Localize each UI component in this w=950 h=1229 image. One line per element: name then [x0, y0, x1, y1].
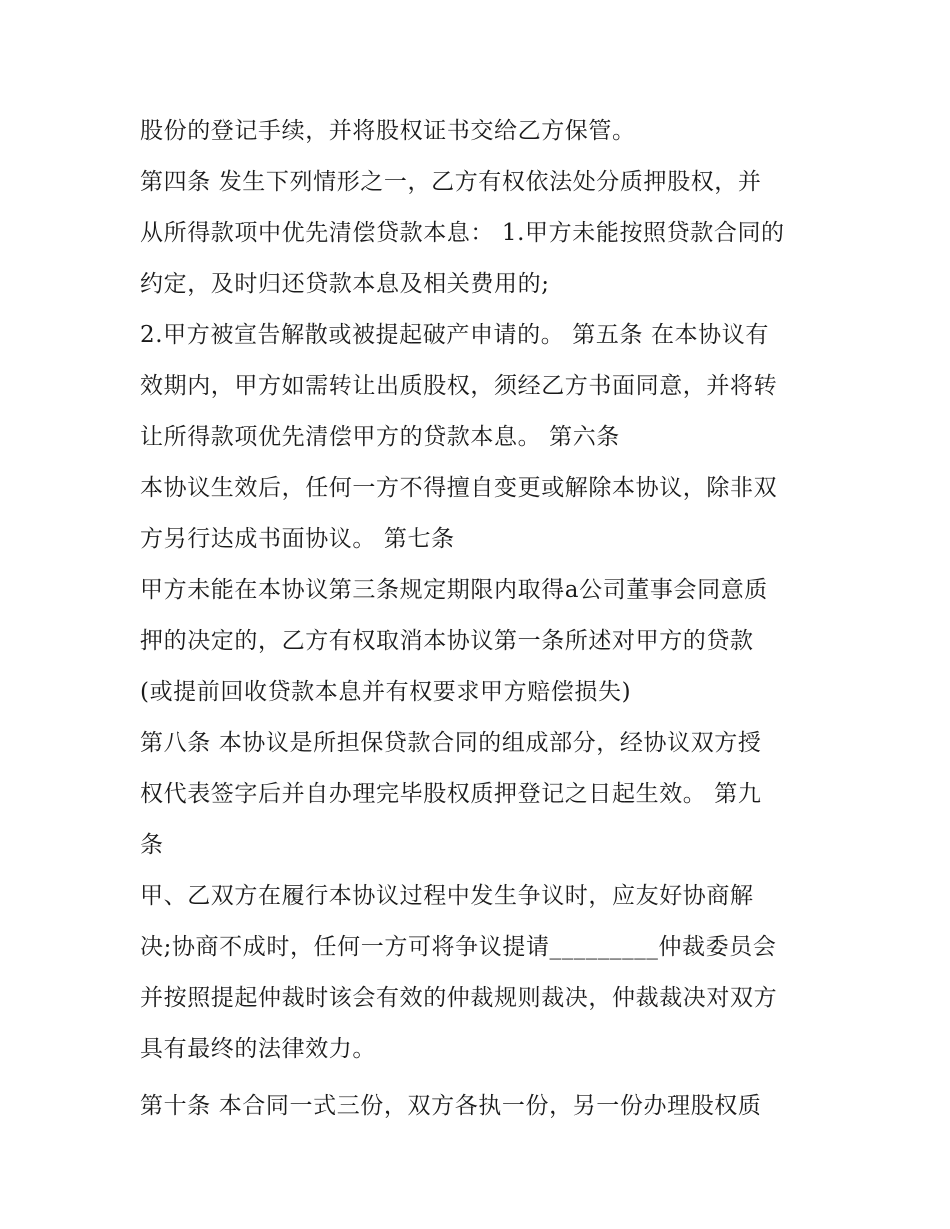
text-line: (或提前回收贷款本息并有权要求甲方赔偿损失): [140, 679, 632, 705]
text-line: 条: [140, 832, 164, 858]
text-line: 第八条 本协议是所担保贷款合同的组成部分，经协议双方授: [140, 730, 762, 756]
text-line: 押的决定的，乙方有权取消本协议第一条所述对甲方的贷款: [140, 628, 754, 654]
text-line: 第四条 发生下列情形之一，乙方有权依法处分质押股权，并: [140, 169, 762, 195]
text-line: 股份的登记手续，并将股权证书交给乙方保管。: [140, 118, 636, 144]
text-line: 效期内，甲方如需转让出质股权，须经乙方书面同意，并将转: [140, 373, 778, 399]
text-line: 本协议生效后，任何一方不得擅自变更或解除本协议，除非双: [140, 475, 778, 501]
text-line: 第十条 本合同一式三份，双方各执一份，另一份办理股权质: [140, 1093, 762, 1119]
text-line: 甲方未能在本协议第三条规定期限内取得a公司董事会同意质: [140, 577, 768, 603]
text-line: 决;协商不成时，任何一方可将争议提请_________仲裁委员会: [140, 934, 777, 960]
text-line: 2.甲方被宣告解散或被提起破产申请的。 第五条 在本协议有: [140, 322, 769, 348]
text-line: 方另行达成书面协议。 第七条: [140, 526, 455, 552]
document-body: [140, 106, 830, 1132]
text-line: 权代表签字后并自办理完毕股权质押登记之日起生效。 第九: [140, 781, 762, 807]
text-line: 让所得款项优先清偿甲方的贷款本息。 第六条: [140, 424, 620, 450]
text-line: 并按照提起仲裁时该会有效的仲裁规则裁决，仲裁裁决对双方: [140, 985, 778, 1011]
text-line: 甲、乙双方在履行本协议过程中发生争议时，应友好协商解: [140, 883, 754, 909]
text-line: 约定，及时归还贷款本息及相关费用的;: [140, 271, 550, 297]
text-line: 从所得款项中优先清偿贷款本息： 1.甲方未能按照贷款合同的: [140, 220, 785, 246]
text-line: 具有最终的法律效力。: [140, 1036, 376, 1062]
